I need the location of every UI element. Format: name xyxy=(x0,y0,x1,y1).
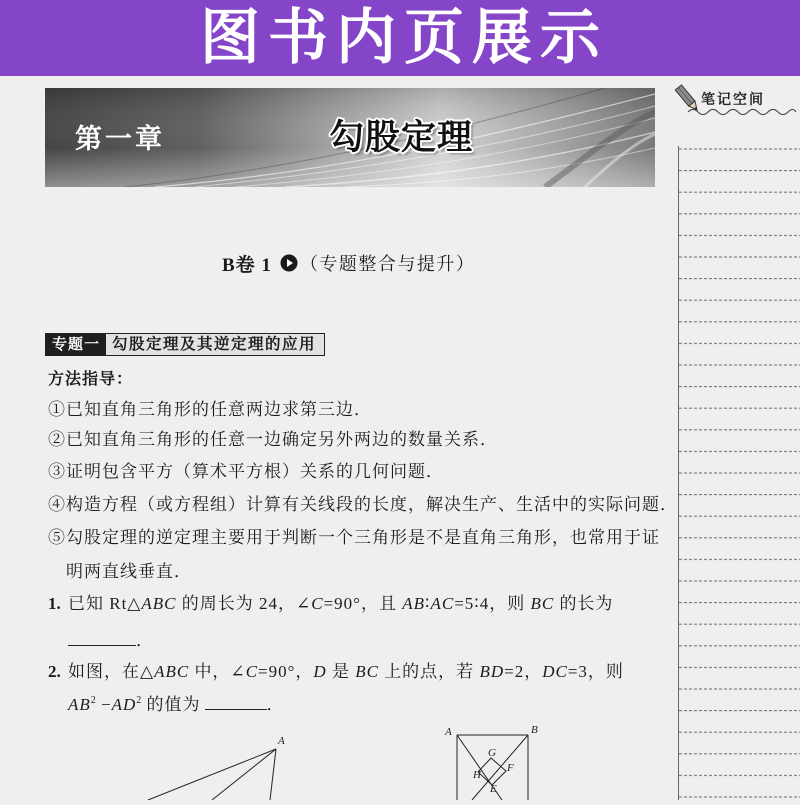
problem-text: ∶ xyxy=(425,594,431,613)
method-item-2: ②已知直角三角形的任意一边确定另外两边的数量关系． xyxy=(48,430,498,449)
topic-tag: 专题一 xyxy=(46,334,106,355)
topic-label xyxy=(45,333,325,356)
figure-line-ab xyxy=(148,749,276,800)
problem-text: 是 xyxy=(326,662,356,681)
problem-text: 中，∠ xyxy=(189,662,246,681)
volume-label: B卷 1 xyxy=(222,254,272,276)
figure-label-h: H xyxy=(473,769,481,781)
method-heading: 方法指导： xyxy=(48,371,134,388)
chapter-header xyxy=(45,88,655,187)
figure-line-ac xyxy=(270,749,276,800)
problem-text: 的值为 xyxy=(141,695,201,714)
answer-blank xyxy=(205,692,267,710)
problem-text: =5∶4，则 xyxy=(454,594,531,613)
math-var: AC xyxy=(430,594,455,613)
method-item-3: ③证明包含平方（算术平方根）关系的几何问题． xyxy=(48,462,444,481)
math-var: ABC xyxy=(141,594,177,613)
wave-decoration-icon xyxy=(686,106,798,118)
figure-label-e: E xyxy=(490,783,497,795)
math-var: ABC xyxy=(154,662,190,681)
problem-text: 的长为 xyxy=(554,594,614,613)
method-item-4: ④构造方程（或方程组）计算有关线段的长度，解决生产、生活中的实际问题． xyxy=(48,495,678,514)
problem-2 xyxy=(48,660,624,684)
figure-label-f: F xyxy=(507,762,514,774)
problem-text: 如图，在△ xyxy=(68,662,155,681)
chapter-title: 勾股定理 xyxy=(329,118,474,158)
square-figure xyxy=(440,718,550,800)
problem-number: 1. xyxy=(48,594,61,613)
math-var: AD xyxy=(111,695,137,714)
math-var: BD xyxy=(479,662,505,681)
notes-dashed-lines xyxy=(679,146,800,800)
problem-end: ． xyxy=(136,631,154,650)
notes-ruled-area xyxy=(678,146,800,800)
problem-text: 已知 Rt△ xyxy=(68,594,142,613)
problem-2-line-2 xyxy=(68,692,285,716)
problem-number: 2. xyxy=(48,662,61,681)
problem-text: =3，则 xyxy=(567,662,624,681)
play-circle-icon xyxy=(280,254,298,272)
math-var: AB xyxy=(402,594,426,613)
math-var: DC xyxy=(542,662,568,681)
section-subtitle: （专题整合与提升） xyxy=(299,254,476,274)
math-var: D xyxy=(313,662,327,681)
figure-label-a: A xyxy=(445,726,452,738)
figure-label-g: G xyxy=(488,747,496,759)
problem-text: =90°， xyxy=(258,662,314,681)
problem-1 xyxy=(48,592,613,616)
superscript: 2 xyxy=(136,695,142,706)
figure-label-b: B xyxy=(531,724,538,736)
top-banner xyxy=(0,0,800,76)
math-var: AB xyxy=(68,695,91,714)
method-item-5: ⑤勾股定理的逆定理主要用于判断一个三角形是不是直角三角形，也常用于证 xyxy=(48,528,660,547)
problem-text: 上的点，若 xyxy=(378,662,480,681)
answer-blank xyxy=(68,628,136,646)
problem-text: =90°，且 xyxy=(323,594,403,613)
triangle-figure xyxy=(120,725,300,800)
method-item-5-continued: 明两直线垂直． xyxy=(66,562,192,581)
math-var: C xyxy=(311,594,324,613)
chapter-number: 第一章 xyxy=(75,124,165,155)
problem-1-answer-line xyxy=(68,628,154,652)
method-item-1: ①已知直角三角形的任意两边求第三边． xyxy=(48,400,372,419)
problem-text: =2， xyxy=(504,662,543,681)
problem-end: ． xyxy=(266,695,285,714)
section-heading xyxy=(222,251,475,275)
math-var: C xyxy=(245,662,259,681)
figure-label-a: A xyxy=(278,735,285,747)
figure-line-ad xyxy=(212,749,276,800)
figure-line-from-b xyxy=(472,735,528,800)
math-var: BC xyxy=(530,594,555,613)
math-var: BC xyxy=(355,662,379,681)
problem-text: − xyxy=(95,695,112,714)
notes-label: 笔记空间 xyxy=(701,92,765,108)
problem-text: 的周长为 24，∠ xyxy=(176,594,312,613)
topic-title: 勾股定理及其逆定理的应用 xyxy=(112,335,317,353)
superscript: 2 xyxy=(90,695,96,706)
banner-title: 图书内页展示 xyxy=(200,3,608,73)
